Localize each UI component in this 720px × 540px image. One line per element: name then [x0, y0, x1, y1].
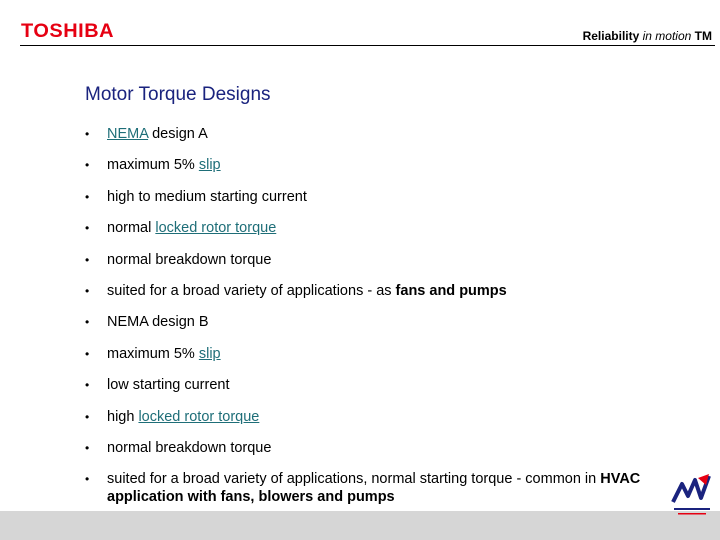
bullet-bold-part: fans and pumps — [395, 282, 507, 299]
slip-link[interactable]: slip — [198, 157, 221, 174]
bullet-text — [107, 156, 665, 174]
bullet-marker: • — [85, 127, 90, 141]
bullet-marker: • — [85, 378, 90, 393]
bullet-text-part: maximum 5% — [107, 157, 199, 174]
tagline-trademark: TM — [694, 29, 712, 43]
bullet-text — [107, 470, 665, 506]
bullet-item — [85, 470, 665, 506]
bullet-text-part: suited for a broad variety of applications, normal starting torque - common in — [107, 471, 601, 488]
bullet-text-part: design A — [148, 126, 208, 142]
bullet-text: low starting current — [107, 377, 230, 394]
bullet-bold-part: HVAC application with fans, blowers and pumps — [107, 471, 641, 506]
brand-mark-icon — [670, 468, 714, 518]
bullet-item — [85, 156, 665, 187]
slide-title: Motor Torque Designs — [85, 84, 271, 105]
bullet-marker: • — [85, 221, 90, 236]
tagline — [583, 29, 712, 43]
tagline-in-motion: in motion — [642, 29, 692, 43]
bullet-item — [85, 439, 665, 470]
bullet-marker: • — [85, 346, 90, 361]
bullet-marker: • — [85, 283, 90, 298]
bullet-text — [107, 345, 665, 363]
bullet-marker: • — [85, 440, 90, 455]
locked-rotor-torque-link[interactable]: locked rotor torque — [155, 220, 277, 237]
bullet-text: NEMA design B — [107, 314, 209, 331]
bullet-item — [85, 345, 665, 376]
bullet-text-part: suited for a broad variety of applications - as — [107, 282, 396, 299]
bullet-item — [85, 125, 665, 156]
bullet-marker: • — [85, 315, 90, 330]
bullet-text — [107, 408, 665, 426]
bullet-item — [85, 188, 665, 219]
bullet-item — [85, 408, 665, 439]
bullet-text-part: normal — [107, 220, 156, 237]
bullet-text-part: maximum 5% — [107, 345, 199, 362]
bullet-marker: • — [85, 472, 90, 487]
toshiba-logo: TOSHIBA — [21, 21, 115, 42]
slip-link[interactable]: slip — [198, 345, 221, 362]
bullet-item — [85, 219, 665, 250]
bullet-text — [107, 282, 665, 300]
bullet-text: high to medium starting current — [107, 188, 307, 205]
bullet-item — [85, 282, 665, 313]
bullet-text: normal breakdown torque — [107, 251, 272, 268]
bullet-marker: • — [85, 409, 90, 424]
bullet-text: normal breakdown torque — [107, 439, 272, 456]
bullet-item — [85, 251, 665, 282]
bullet-marker: • — [85, 158, 90, 173]
locked-rotor-torque-link[interactable]: locked rotor torque — [138, 408, 260, 425]
footer-band — [0, 511, 720, 540]
bullet-text-part: high — [107, 408, 139, 425]
bullet-item — [85, 313, 665, 344]
tagline-reliability: Reliability — [582, 29, 640, 43]
bullet-marker: • — [85, 252, 90, 267]
header-divider — [20, 45, 715, 46]
bullet-marker: • — [85, 189, 90, 204]
nema-link[interactable]: NEMA — [107, 126, 149, 142]
bullet-list — [85, 125, 665, 506]
bullet-item — [85, 376, 665, 407]
bullet-text — [107, 125, 665, 143]
bullet-text — [107, 219, 665, 237]
